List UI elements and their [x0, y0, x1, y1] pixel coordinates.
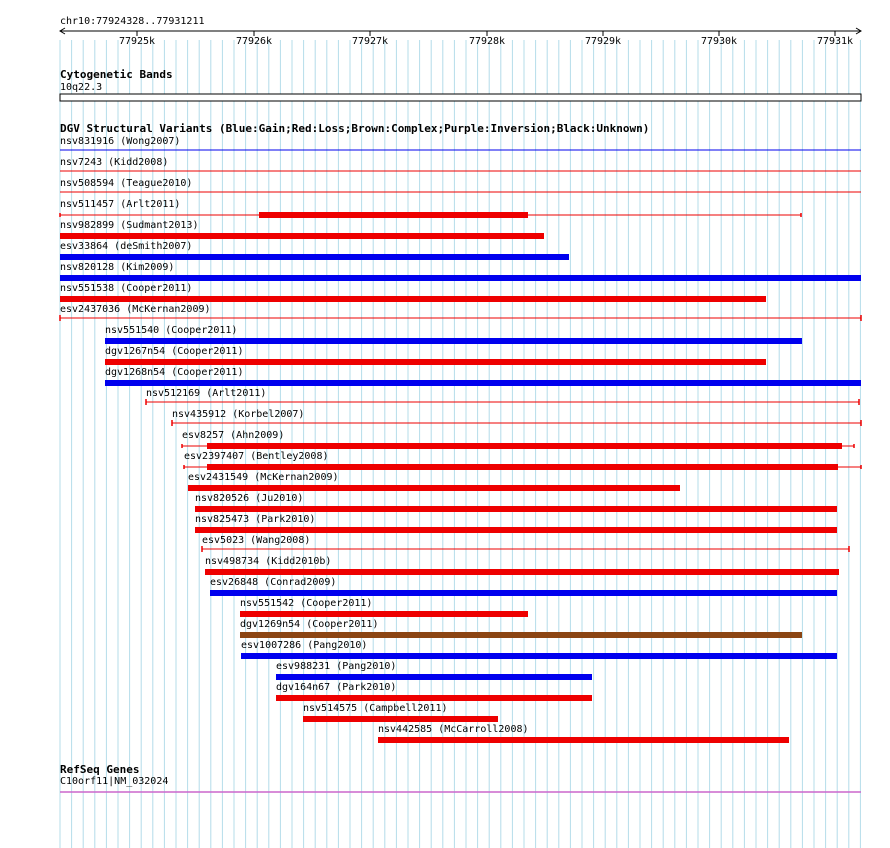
ruler-tick-label: 77931k	[816, 36, 854, 47]
variant-row	[60, 178, 861, 192]
variant-bar[interactable]	[105, 359, 766, 365]
variant-row	[276, 661, 592, 680]
variant-label[interactable]: dgv164n67 (Park2010)	[276, 682, 397, 693]
variant-label[interactable]: nsv435912 (Korbel2007)	[172, 409, 305, 420]
variant-row	[172, 409, 861, 426]
variant-row	[146, 388, 859, 405]
variant-label[interactable]: esv5023 (Wang2008)	[202, 535, 311, 546]
variant-label[interactable]: nsv511457 (Arlt2011)	[60, 199, 181, 210]
variant-row	[60, 136, 861, 150]
region-label: chr10:77924328..77931211	[60, 16, 205, 27]
variant-bar[interactable]	[105, 338, 802, 344]
dgv-track-title: DGV Structural Variants (Blue:Gain;Red:Loss;Brown:Complex;Purple:Inversion;Black:Unknown)	[60, 122, 650, 135]
ruler-tick-label: 77927k	[351, 36, 389, 47]
variant-row	[105, 346, 766, 365]
cytoband-track	[60, 68, 861, 101]
variant-label[interactable]: dgv1269n54 (Cooper2011)	[240, 619, 379, 630]
variant-label[interactable]: dgv1268n54 (Cooper2011)	[105, 367, 244, 378]
variant-row	[184, 451, 861, 470]
variant-row	[202, 535, 849, 552]
variant-row	[276, 682, 592, 701]
dgv-track	[60, 122, 861, 743]
ruler-ticks	[119, 31, 853, 47]
variant-label[interactable]: nsv514575 (Campbell2011)	[303, 703, 448, 714]
variant-label[interactable]: nsv825473 (Park2010)	[195, 514, 316, 525]
variant-label[interactable]: nsv982899 (Sudmant2013)	[60, 220, 199, 231]
variant-label[interactable]: esv33864 (deSmith2007)	[60, 241, 193, 252]
variant-bar[interactable]	[105, 380, 861, 386]
variant-bar[interactable]	[188, 485, 680, 491]
variant-bar[interactable]	[207, 443, 842, 449]
ruler-tick-label: 77929k	[584, 36, 622, 47]
variant-label[interactable]: nsv551538 (Cooper2011)	[60, 283, 193, 294]
variant-label[interactable]: nsv442585 (McCarroll2008)	[378, 724, 529, 735]
variant-bar[interactable]	[195, 527, 837, 533]
variant-row	[182, 430, 854, 449]
variant-label[interactable]: nsv7243 (Kidd2008)	[60, 157, 169, 168]
variant-label[interactable]: dgv1267n54 (Cooper2011)	[105, 346, 244, 357]
variant-row	[195, 514, 837, 533]
variant-row	[60, 262, 861, 281]
refseq-title: RefSeq Genes	[60, 763, 140, 776]
variant-row	[60, 220, 544, 239]
variant-bar[interactable]	[210, 590, 837, 596]
variant-label[interactable]: esv1007286 (Pang2010)	[241, 640, 368, 651]
variant-row	[60, 304, 861, 321]
variant-bar[interactable]	[240, 611, 528, 617]
variant-label[interactable]: esv26848 (Conrad2009)	[210, 577, 337, 588]
cytoband-bar[interactable]	[60, 94, 861, 101]
variant-bar[interactable]	[378, 737, 789, 743]
variant-bar[interactable]	[207, 464, 838, 470]
variant-bar[interactable]	[195, 506, 837, 512]
variant-row	[60, 157, 861, 171]
variant-bar[interactable]	[240, 632, 802, 638]
variant-label[interactable]: esv988231 (Pang2010)	[276, 661, 397, 672]
variant-label[interactable]: nsv831916 (Wong2007)	[60, 136, 181, 147]
variant-label[interactable]: esv2431549 (McKernan2009)	[188, 472, 339, 483]
variant-bar[interactable]	[60, 254, 569, 260]
variant-row	[303, 703, 498, 722]
variant-row	[195, 493, 837, 512]
variant-list	[60, 136, 861, 743]
variant-label[interactable]: esv2397407 (Bentley2008)	[184, 451, 329, 462]
variant-row	[188, 472, 680, 491]
variant-row	[60, 283, 766, 302]
variant-label[interactable]: nsv551540 (Cooper2011)	[105, 325, 238, 336]
ruler-track	[60, 16, 861, 47]
variant-label[interactable]: nsv498734 (Kidd2010b)	[205, 556, 332, 567]
ruler-tick-label: 77928k	[468, 36, 506, 47]
variant-bar[interactable]	[276, 695, 592, 701]
variant-row	[240, 598, 528, 617]
variant-label[interactable]: nsv512169 (Arlt2011)	[146, 388, 267, 399]
variant-bar[interactable]	[241, 653, 837, 659]
ruler-tick-label: 77925k	[118, 36, 156, 47]
cytoband-title: Cytogenetic Bands	[60, 68, 173, 81]
variant-label[interactable]: nsv508594 (Teague2010)	[60, 178, 193, 189]
variant-bar[interactable]	[60, 296, 766, 302]
variant-bar[interactable]	[60, 275, 861, 281]
variant-bar[interactable]	[276, 674, 592, 680]
variant-label[interactable]: nsv551542 (Cooper2011)	[240, 598, 373, 609]
variant-label[interactable]: esv2437036 (McKernan2009)	[60, 304, 211, 315]
variant-bar[interactable]	[60, 233, 544, 239]
variant-row	[60, 241, 569, 260]
variant-bar[interactable]	[259, 212, 528, 218]
variant-label[interactable]: esv8257 (Ahn2009)	[182, 430, 285, 441]
variant-label[interactable]: nsv820128 (Kim2009)	[60, 262, 175, 273]
refseq-track	[60, 763, 861, 792]
variant-row	[60, 199, 801, 218]
variant-row	[378, 724, 789, 743]
variant-bar[interactable]	[205, 569, 839, 575]
variant-row	[240, 619, 802, 638]
refseq-gene-label[interactable]: C10orf11|NM_032024	[60, 776, 169, 787]
variant-bar[interactable]	[303, 716, 498, 722]
variant-row	[105, 325, 802, 344]
variant-label[interactable]: nsv820526 (Ju2010)	[195, 493, 304, 504]
ruler-tick-label: 77930k	[700, 36, 738, 47]
cytoband-label: 10q22.3	[60, 82, 103, 93]
variant-row	[105, 367, 861, 386]
ruler-tick-label: 77926k	[235, 36, 273, 47]
variant-row	[241, 640, 837, 659]
